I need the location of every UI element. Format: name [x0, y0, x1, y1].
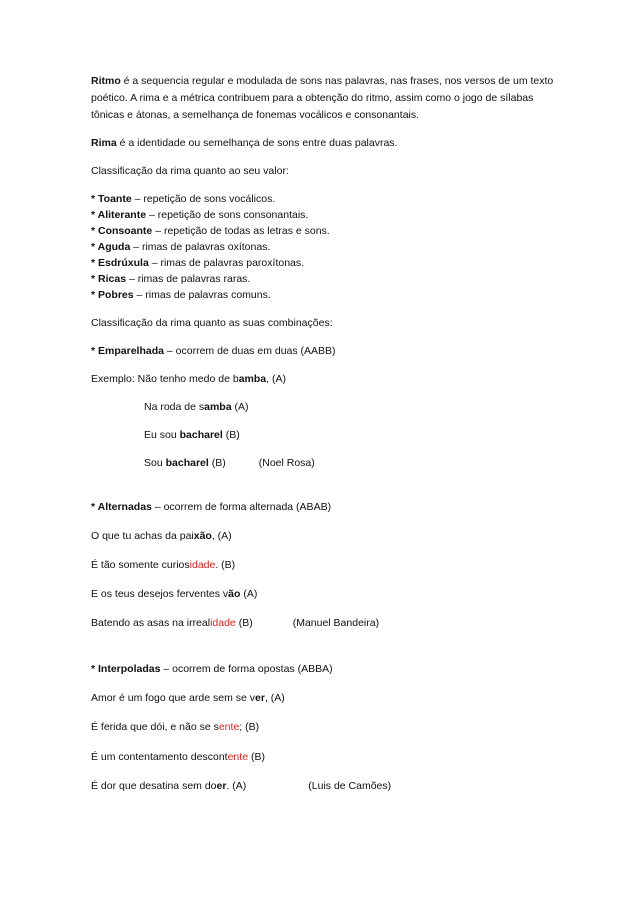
rima-line — [91, 137, 397, 150]
interpoladas-verse: Amor é um fogo que arde sem se ver, (A) — [91, 692, 285, 704]
alternadas-verse: O que tu achas da paixão, (A) — [91, 530, 232, 542]
interpoladas-verse: É ferida que dói, e não se sente; (B) — [91, 721, 260, 733]
rhyme-syllable-red: idade — [210, 617, 236, 629]
alternadas-term: Alternadas — [97, 501, 152, 513]
valor-item-term: Aguda — [97, 241, 131, 253]
valor-item: * Consoante – repetição de todas as letras e sons. — [91, 225, 330, 237]
rhyme-syllable-red: idade — [189, 559, 216, 571]
rhyme-syllable: amba — [204, 401, 232, 413]
ritmo-term: Ritmo — [91, 75, 121, 87]
valor-heading: Classificação da rima quanto ao seu valor: — [91, 165, 289, 177]
valor-item-term: Aliterante — [97, 209, 147, 221]
interpoladas-heading: * Interpoladas – ocorrem de forma opostas (ABBA) — [91, 663, 333, 675]
valor-item-term: Consoante — [98, 225, 153, 237]
alternadas-heading: * Alternadas – ocorrem de forma alternada (ABAB) — [91, 501, 332, 513]
ritmo-line-2: poético. A rima e a métrica contribuem para a obtenção do ritmo, assim como o jogo de sílabas — [91, 92, 534, 104]
emparelhada-verse: Eu sou bacharel (B) — [144, 429, 240, 441]
rhyme-syllable-red: ente — [227, 751, 249, 763]
rima-text: é a identidade ou semelhança de sons entre duas palavras. — [116, 137, 398, 149]
ritmo-line-1 — [91, 75, 553, 88]
valor-item-term: Esdrúxula — [98, 257, 149, 269]
poem-author: (Manuel Bandeira) — [292, 617, 380, 629]
ritmo-text-1: é a sequencia regular e modulada de sons nas palavras, nas frases, nos versos de um texto — [120, 75, 554, 87]
emparelhada-verse: Exemplo: Não tenho medo de bamba, (A) — [91, 373, 286, 385]
valor-item: * Aguda – rimas de palavras oxítonas. — [91, 241, 271, 253]
ritmo-line-3: tônicas e átonas, a semelhança de fonemas vocálicos e consonantais. — [91, 109, 420, 121]
valor-item: * Ricas – rimas de palavras raras. — [91, 273, 251, 285]
rhyme-syllable: er — [216, 780, 227, 792]
valor-item: * Toante – repetição de sons vocálicos. — [91, 193, 276, 205]
interpoladas-verse: É um contentamento descontente (B) — [91, 751, 265, 763]
emparelhada-term: Emparelhada — [98, 345, 164, 357]
emparelhada-verse: Sou bacharel (B) (Noel Rosa) — [144, 457, 315, 469]
rima-term: Rima — [91, 137, 117, 149]
valor-item-term: Pobres — [98, 289, 134, 301]
valor-item: * Aliterante – repetição de sons consonantais. — [91, 209, 309, 221]
interpoladas-term: Interpoladas — [98, 663, 161, 675]
valor-item-term: Toante — [98, 193, 132, 205]
valor-item: * Pobres – rimas de palavras comuns. — [91, 289, 271, 301]
alternadas-verse: E os teus desejos ferventes vão (A) — [91, 588, 258, 600]
rhyme-syllable: xão — [193, 530, 212, 542]
valor-item: * Esdrúxula – rimas de palavras paroxítonas. — [91, 257, 305, 269]
valor-item-term: Ricas — [98, 273, 127, 285]
rhyme-syllable: bacharel — [165, 457, 209, 469]
poem-author: (Luis de Camões) — [308, 780, 392, 792]
rhyme-syllable-red: ente — [218, 721, 240, 733]
poem-author: (Noel Rosa) — [258, 457, 315, 469]
alternadas-verse: Batendo as asas na irrealidade (B) (Manuel Bandeira) — [91, 617, 380, 629]
emparelhada-verse: Na roda de samba (A) — [144, 401, 249, 413]
rhyme-syllable: er — [255, 692, 265, 704]
rhyme-syllable: bacharel — [179, 429, 223, 441]
combinacoes-heading: Classificação da rima quanto as suas combinações: — [91, 317, 333, 329]
rhyme-syllable: ão — [228, 588, 241, 600]
interpoladas-verse: É dor que desatina sem doer. (A) (Luis de Camões) — [91, 780, 392, 792]
alternadas-verse: É tão somente curiosidade. (B) — [91, 559, 236, 571]
emparelhada-heading: * Emparelhada – ocorrem de duas em duas (AABB) — [91, 345, 336, 357]
rhyme-syllable: amba — [238, 373, 267, 385]
